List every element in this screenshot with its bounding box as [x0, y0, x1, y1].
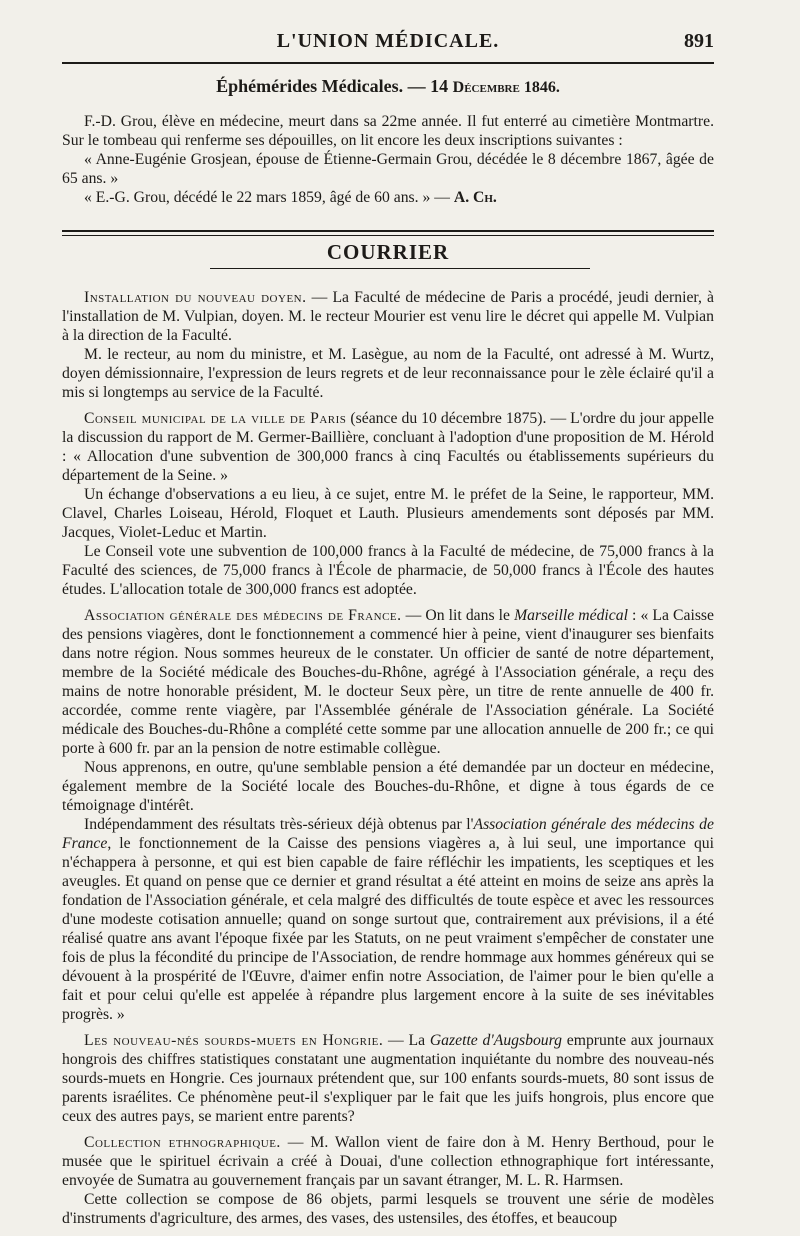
- association-paragraph-2: Nous apprenons, en outre, qu'une semblable pension a été demandée par un docteur en médecine, également membre de la Société locale des Bouches-du-Rhône, et digne à tous égards de ce témoignage d'intérêt.: [62, 759, 714, 814]
- running-header: [62, 30, 714, 60]
- collection-text: — M. Wallon vient de faire don à M. Henry Berthoud, pour le musée que le spirituel écrivain a créé à Douai, d'une collection ethnographique fort intéressante, envoyée de Sumatra au gouvernement français par un savant étranger, M. L. R. Harmsen.: [62, 1134, 714, 1189]
- association-intro: — On lit dans le: [401, 607, 515, 624]
- rubric-conseil: Conseil municipal de la ville de Paris: [84, 410, 347, 427]
- collection-paragraph-2: Cette collection se compose de 86 objets, parmi lesquels se trouvent une série de modèles d'instruments d'agriculture, des armes, des vases, des ustensiles, des étoffes, et beaucoup: [62, 1191, 714, 1227]
- article-installation: [62, 288, 714, 345]
- conseil-paragraph-3: Le Conseil vote une subvention de 100,000 francs à la Faculté de médecine, de 75,000 francs à la Faculté des sciences, de 75,000 francs à l'École de pharmacie, de 50,000 francs à l'École des hautes études. L'allocation totale de 300,000 francs est adoptée.: [62, 543, 714, 598]
- sourds-muets-intro: — La: [383, 1032, 430, 1049]
- courrier-underline: [210, 268, 590, 269]
- conseil-paragraph-2: Un échange d'observations a eu lieu, à ce sujet, entre M. le préfet de la Seine, le rapporteur, MM. Clavel, Charles Loiseau, Hérold, Floquet et Lauth. Plusieurs amendements sont déposés par MM. Jacques, Violet-Leduc et Martin.: [62, 486, 714, 541]
- article-sourds-muets: [62, 1031, 714, 1126]
- article-collection: [62, 1133, 714, 1190]
- epitaph-1: « Anne-Eugénie Grosjean, épouse de Étienne-Germain Grou, décédée le 8 décembre 1867, âgée de 65 ans. »: [62, 151, 714, 187]
- ephemerides-dash: — 14: [403, 76, 453, 96]
- section-rule-bottom: [62, 235, 714, 236]
- installation-paragraph-2: M. le recteur, au nom du ministre, et M. Lasègue, au nom de la Faculté, ont adressé à M. Wurtz, doyen démissionnaire, l'expression de leurs regrets et de leur reconnaissance pour le zèle éclairé qu'il a mis si longtemps au service de la Faculté.: [62, 346, 714, 401]
- epitaph-2-text: « E.-G. Grou, décédé le 22 mars 1859, âgé de 60 ans. » —: [84, 189, 454, 206]
- epitaph-2: [62, 188, 714, 207]
- rubric-association: Association générale des médecins de France.: [84, 607, 402, 624]
- article-conseil: [62, 409, 714, 485]
- ephemerides-paragraph: F.-D. Grou, élève en médecine, meurt dans sa 22me année. Il fut enterré au cimetière Montmartre. Sur le tombeau qui renferme ses dépouilles, on lit encore les deux inscriptions suivantes :: [62, 113, 714, 149]
- journal-marseille: Marseille médical: [514, 607, 628, 624]
- installation-text: — La Faculté de médecine de Paris a procédé, jeudi dernier, à l'installation de M. Vulpian, doyen. M. le recteur Mourier est venu lire le décret qui appelle M. Vulpian à la direction de la Faculté.: [62, 289, 715, 344]
- page-number: 891: [684, 30, 714, 52]
- association-p3-end: , le fonctionnement de la Caisse des pensions viagères a, à lui seul, une importance qui n'échappera à personne, et qui est bien capable de faire réfléchir les impatients, les sceptiques et les aveugles. Et quand on pense que ce dernier et grand résultat a été atteint en moins de seize ans après la fondation de l'Association générale, et cela malgré des difficultés de toute espèce et avec les ressources d'une modeste cotisation annuelle; quand on songe surtout que, contrairement aux prévisions, il a été réalisé quatre ans avant l'époque fixée par les Statuts, on ne peut vraiment s'empêcher de constater une fois de plus la fécondité du principe de l'Association, de rendre hommage aux hommes généreux qui se dévouent à la prospérité de l'Œuvre, d'aimer enfin notre Association, de l'aimer pour le bien qu'elle a fait et pour celui qu'elle est appelée à répandre plus largement encore à la suite de ses inévitables progrès. »: [62, 835, 714, 1023]
- conseil-text: (séance du 10 décembre 1875). — L'ordre du jour appelle la discussion du rapport de M. Germer-Baillière, concluant à l'adoption d'une proposition de M. Hérold : « Allocation d'une subvention de 300,000 francs à cinq Facultés ou établissements supérieurs du département de la Seine. »: [62, 410, 714, 484]
- ephemerides-date: Décembre 1846.: [452, 79, 560, 96]
- association-name-italic: Association générale des médecins de France: [62, 816, 714, 852]
- article-association: [62, 606, 714, 758]
- journal-title: L'UNION MÉDICALE.: [276, 30, 500, 52]
- ephemerides-body: [62, 112, 714, 207]
- courrier-heading: COURRIER: [326, 240, 450, 264]
- rubric-installation: Installation du nouveau doyen.: [84, 289, 307, 306]
- ephemerides-heading: Éphémérides Médicales.: [216, 76, 404, 96]
- rubric-sourds-muets: Les nouveau-nés sourds-muets en Hongrie.: [84, 1032, 384, 1049]
- association-text: : « La Caisse des pensions viagères, dont le fonctionnement a commencé hier à peine, vient d'inaugurer ses bienfaits dans notre région. Nous sommes heureux de le constater. Un officier de santé de notre département, membre de la Société médicale des Bouches-du-Rhône, agrégé à l'Association générale, a reçu des mains de notre honorable président, M. le docteur Seux père, un titre de rente annuelle de 400 fr. accordée, comme rente viagère, par l'Assemblée générale de l'Association générale. La Société médicale des Bouches-du-Rhône a complété cette somme par une allocation annuelle de 200 fr.; ce qui porte à 600 fr. par an la pension de notre estimable collègue.: [62, 607, 714, 757]
- author-signature: A. Ch.: [453, 189, 497, 206]
- header-rule: [62, 62, 714, 64]
- journal-augsbourg: Gazette d'Augsbourg: [429, 1032, 563, 1049]
- association-p3-start: Indépendamment des résultats très-sérieux déjà obtenus par l': [84, 816, 474, 833]
- rubric-collection: Collection ethnographique.: [84, 1134, 281, 1151]
- section-rule-top: [62, 230, 714, 232]
- association-paragraph-3: [62, 815, 714, 1024]
- sourds-muets-text: emprunte aux journaux hongrois des chiffres statistiques constatant une augmentation inquiétante du nombre des nouveau-nés sourds-muets en Hongrie. Ces journaux prétendent que, sur 100 enfants sourds-muets, 80 sont issus de parents israélites. Ce phénomène peut-il s'expliquer par le fait que les juifs hongrois, plus encore que ceux des autres pays, se marient entre parents?: [62, 1032, 714, 1125]
- courrier-body: [62, 288, 714, 1228]
- ephemerides-title: [62, 76, 714, 97]
